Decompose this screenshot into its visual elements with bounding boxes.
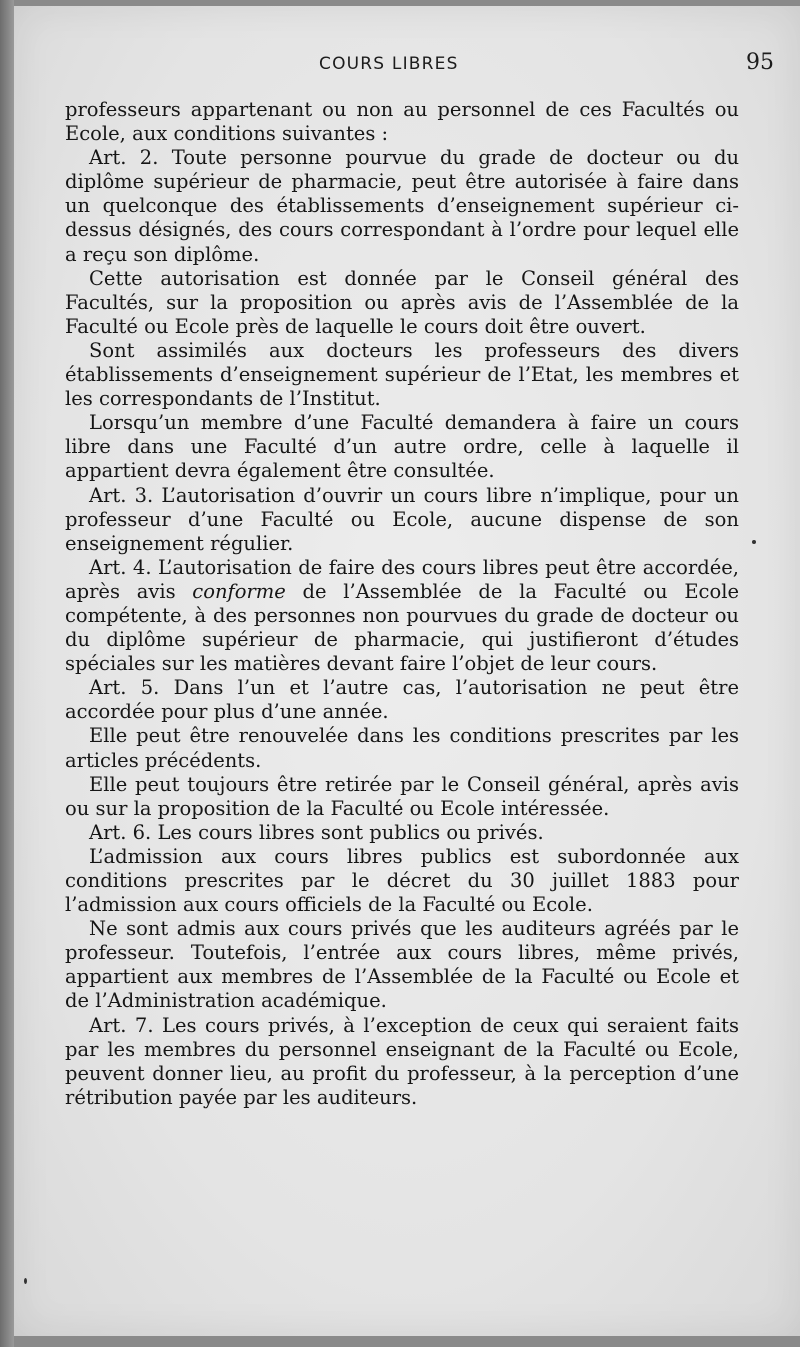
paragraph-art-3: Art. 3. L’autorisation d’ouvrir un cours libre n’implique, pour un professeur d’une Faculté ou Ecole, aucune dispense de son enseignement régulier. <box>65 483 739 555</box>
ink-speck <box>752 540 756 544</box>
text-segment: de l’Assemblée de la Faculté ou Ecole compétente, à des personnes non pourvues du grade de docteur ou du diplôme supérieur de pharmacie, qui justifieront d’études spéciales sur les matières devant faire l’objet de leur cours. <box>65 579 739 676</box>
paragraph-art-7: Art. 7. Les cours privés, à l’exception de ceux qui seraient faits par les membres du personnel enseignant de la Faculté ou Ecole, peuvent donner lieu, au profit du professeur, à la perception d’une rétribution payée par les auditeurs. <box>65 1013 739 1109</box>
paragraph: Sont assimilés aux docteurs les professeurs des divers établissements d’enseignement supérieur de l’Etat, les membres et les correspondants de l’Institut. <box>65 338 739 411</box>
paragraph: Cette autorisation est donnée par le Conseil général des Facultés, sur la proposition ou après avis de l’Assemblée de la Faculté ou Ecole près de laquelle le cours doit être ouvert. <box>65 266 739 338</box>
paragraph-art-2: Art. 2. Toute personne pourvue du grade de docteur ou du diplôme supérieur de pharmacie, peut être autorisée à faire dans un quelconque des établissements d’enseignement supérieur ci-dessus désignés, des cours correspondant à l’ordre pour lequel elle a reçu son diplôme. <box>65 146 739 266</box>
paragraph-continuation: professeurs appartenant ou non au personnel de ces Facultés ou Ecole, aux conditions suivantes : <box>65 98 739 146</box>
paragraph: Ne sont admis aux cours privés que les auditeurs agréés par le professeur. Toutefois, l’entrée aux cours libres, même privés, appartient aux membres de l’Assemblée de la Faculté ou Ecole et de l’Administration académique. <box>65 917 739 1013</box>
paragraph: Elle peut être renouvelée dans les conditions prescrites par les articles précédents. <box>65 724 739 772</box>
page-number: 95 <box>746 50 774 75</box>
text-segment: Art. 4. L’autorisation de faire des cours libres peut être accordée, après avis <box>65 555 739 603</box>
running-title: COURS LIBRES <box>319 54 459 74</box>
page-header <box>14 52 800 80</box>
paragraph: Lorsqu’un membre d’une Faculté demandera à faire un cours libre dans une Faculté d’un autre ordre, celle à laquelle il appartient devra également être consultée. <box>65 411 739 483</box>
paragraph-art-4 <box>65 556 739 676</box>
paragraph: L’admission aux cours libres publics est subordonnée aux conditions prescrites par le décret du 30 juillet 1883 pour l’admission aux cours officiels de la Faculté ou Ecole. <box>65 844 739 917</box>
ink-speck <box>24 1278 27 1284</box>
book-page <box>14 6 800 1336</box>
paragraph: Elle peut toujours être retirée par le Conseil général, après avis ou sur la proposition de la Faculté ou Ecole intéressée. <box>65 772 739 820</box>
paragraph-art-5: Art. 5. Dans l’un et l’autre cas, l’autorisation ne peut être accordée pour plus d’une année. <box>65 676 739 724</box>
page-body <box>65 98 739 1110</box>
scan-edge <box>0 0 14 1347</box>
emphasis-text: conforme <box>192 579 286 603</box>
paragraph-art-6: Art. 6. Les cours libres sont publics ou privés. <box>89 820 544 844</box>
